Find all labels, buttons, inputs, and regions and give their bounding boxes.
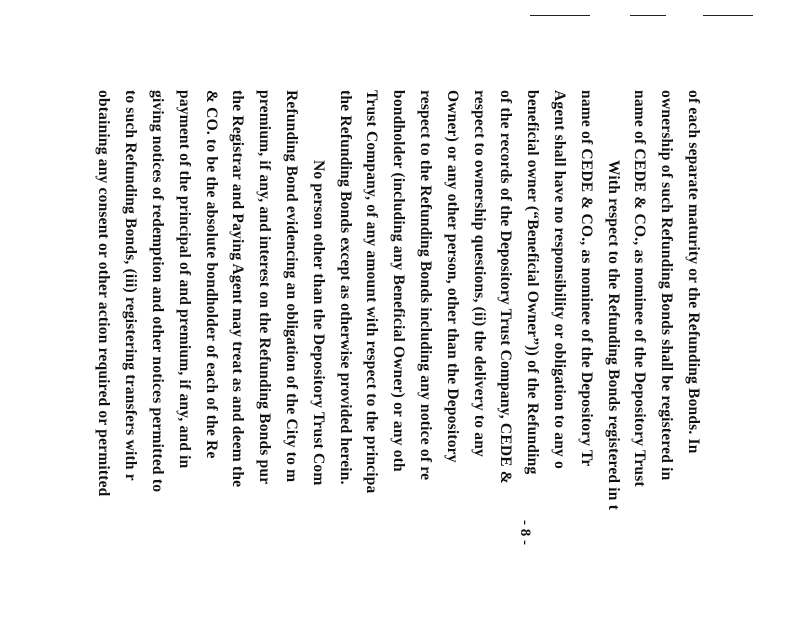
text-line: name of CEDE & CO., as nominee of the Depository Tr [577, 90, 595, 467]
text-line: the Registrar and Paying Agent may treat as and deem the [229, 90, 247, 488]
header-rule [703, 15, 753, 16]
text-line: Trust Company, of any amount with respect to the principa [363, 90, 381, 494]
text-line: beneficial owner (“Beneficial Owner”)) of the Refunding [524, 90, 542, 475]
header-rule [530, 15, 590, 16]
text-line: obtaining any consent or other action required or permitted [95, 90, 113, 497]
text-line: Owner) or any other person, other than the Depository [443, 90, 461, 463]
text-line: Agent shall have no responsibility or obligation to any o [551, 90, 569, 470]
text-line: of the records of the Depository Trust Company, CEDE & [497, 90, 515, 484]
text-line: & CO. to be the absolute bondholder of each of the Re [202, 90, 220, 459]
text-line: to such Refunding Bonds, (iii) registering transfers with r [122, 90, 140, 481]
text-line: bondholder (including any Beneficial Owner) or any oth [390, 90, 408, 472]
text-line: respect to the Refunding Bonds including any notice of re [417, 90, 435, 481]
text-line: premium, if any, and interest on the Refunding Bonds pur [256, 90, 274, 485]
text-line: of each separate maturity or the Refunding Bonds. In [685, 90, 702, 454]
text-line: the Refunding Bonds except as otherwise provided herein. [336, 90, 354, 485]
paragraph-start-line: No person other than the Depository Trust Com [309, 160, 327, 486]
text-line: name of CEDE & CO., as nominee of the Depository Trust [631, 90, 649, 487]
text-line: payment of the principal of and premium, if any, and in [175, 90, 193, 469]
body-text [90, 90, 706, 618]
text-line: Refunding Bond evidencing an obligation of the City to m [283, 90, 301, 483]
page-number: - 8 - [517, 520, 533, 545]
text-line: respect to ownership questions, (ii) the delivery to any [470, 90, 488, 457]
text-line: giving notices of redemption and other notices permitted to [149, 90, 167, 493]
text-line: ownership of such Refunding Bonds shall be registered in [658, 90, 676, 481]
paragraph-start-line: With respect to the Refunding Bonds registered in t [604, 160, 622, 511]
header-rule [630, 15, 666, 16]
